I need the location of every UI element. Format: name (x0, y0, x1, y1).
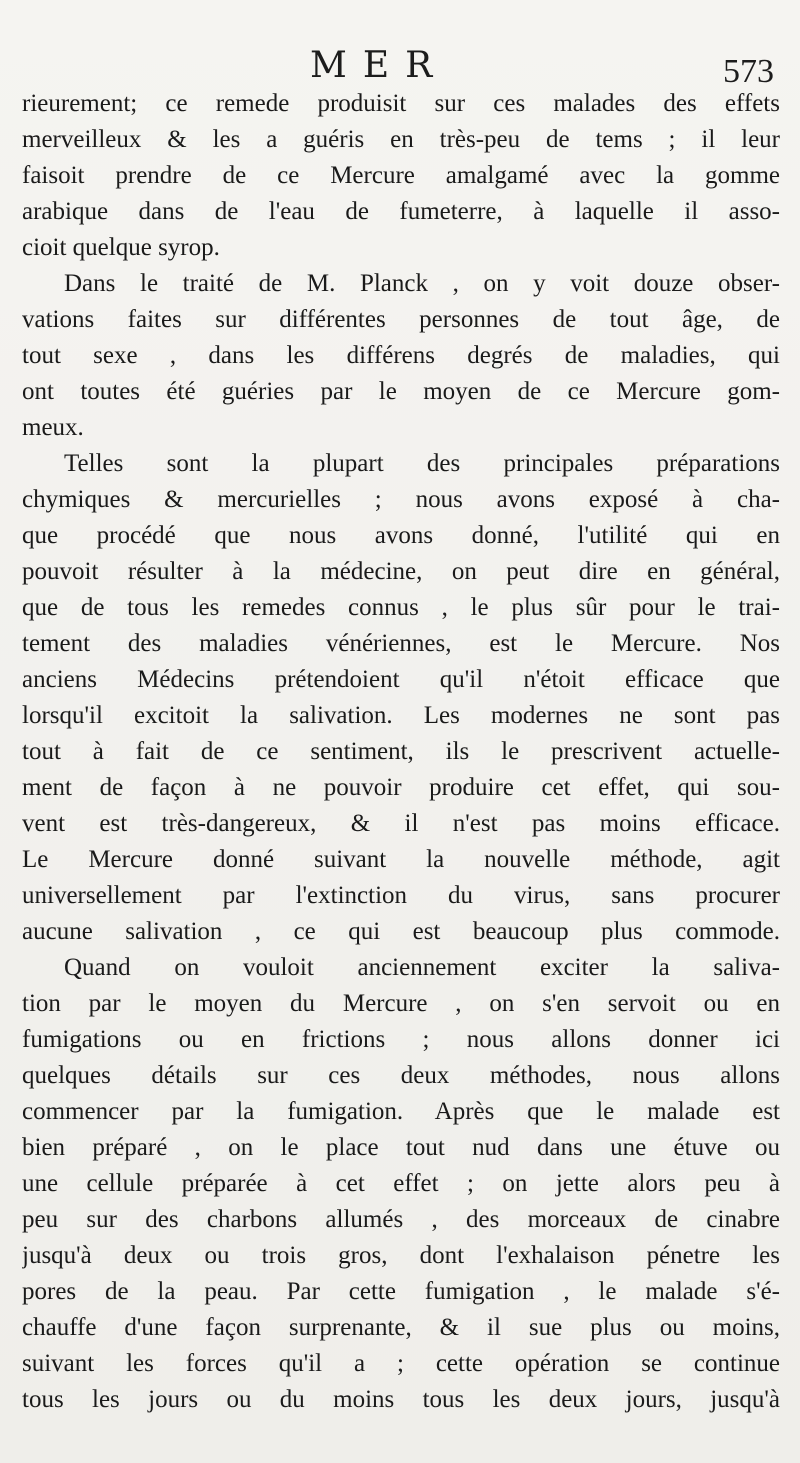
text-line: Le Mercure donné suivant la nouvelle méthode, agit (22, 846, 780, 873)
text-line: quelques détails sur ces deux méthodes, nous allons (22, 1062, 780, 1089)
text-line: meux. (22, 414, 84, 441)
paragraph-1 (22, 86, 780, 266)
text-line: chauffe d'une façon surprenante, & il sue plus ou moins, (22, 1314, 780, 1341)
text-line: vent est très-dangereux, & il n'est pas moins efficace. (22, 810, 780, 837)
text-line: tion par le moyen du Mercure , on s'en servoit ou en (22, 990, 780, 1017)
text-line: lorsqu'il excitoit la salivation. Les modernes ne sont pas (22, 702, 780, 729)
text-line: merveilleux & les a guéris en très-peu de tems ; il leur (22, 126, 780, 153)
text-line: tous les jours ou du moins tous les deux jours, jusqu'à (22, 1386, 780, 1413)
text-line: commencer par la fumigation. Après que le malade est (22, 1098, 780, 1125)
text-line: aucune salivation , ce qui est beaucoup plus commode. (22, 918, 780, 945)
text-line: tement des maladies vénériennes, est le Mercure. Nos (22, 630, 780, 657)
text-line: que procédé que nous avons donné, l'utilité qui en (22, 522, 780, 549)
running-title: MER (310, 45, 449, 86)
text-line: suivant les forces qu'il a ; cette opération se continue (22, 1350, 780, 1377)
text-line: faisoit prendre de ce Mercure amalgamé avec la gomme (22, 162, 780, 189)
text-line: Dans le traité de M. Planck , on y voit douze obser- (64, 270, 780, 297)
text-line: rieurement; ce remede produisit sur ces malades des effets (22, 90, 780, 117)
paragraph-3 (22, 446, 780, 950)
text-line: bien préparé , on le place tout nud dans une étuve ou (22, 1134, 780, 1161)
text-line: pouvoit résulter à la médecine, on peut dire en général, (22, 558, 780, 585)
text-line: universellement par l'extinction du virus, sans procurer (22, 882, 780, 909)
text-line: tout à fait de ce sentiment, ils le prescrivent actuelle- (22, 738, 780, 765)
text-line: arabique dans de l'eau de fumeterre, à laquelle il asso- (22, 198, 780, 225)
text-line: peu sur des charbons allumés , des morceaux de cinabre (22, 1206, 780, 1233)
text-line: anciens Médecins prétendoient qu'il n'étoit efficace que (22, 666, 780, 693)
paragraph-4 (22, 950, 780, 1418)
text-line: jusqu'à deux ou trois gros, dont l'exhalaison pénetre les (22, 1242, 780, 1269)
text-line: une cellule préparée à cet effet ; on jette alors peu à (22, 1170, 780, 1197)
text-line: Telles sont la plupart des principales préparations (64, 450, 780, 477)
text-line: cioit quelque syrop. (22, 234, 220, 261)
text-line: Quand on vouloit anciennement exciter la saliva- (64, 954, 780, 981)
text-line: vations faites sur différentes personnes de tout âge, de (22, 306, 780, 333)
text-line: ment de façon à ne pouvoir produire cet effet, qui sou- (22, 774, 780, 801)
text-line: fumigations ou en frictions ; nous allons donner ici (22, 1026, 780, 1053)
body-text (22, 86, 780, 1418)
text-line: tout sexe , dans les différens degrés de maladies, qui (22, 342, 780, 369)
page-number: 573 (723, 53, 774, 90)
paragraph-2 (22, 266, 780, 446)
text-line: chymiques & mercurielles ; nous avons exposé à cha- (22, 486, 780, 513)
text-line: ont toutes été guéries par le moyen de ce Mercure gom- (22, 378, 780, 405)
text-line: que de tous les remedes connus , le plus sûr pour le trai- (22, 594, 780, 621)
text-line: pores de la peau. Par cette fumigation , le malade s'é- (22, 1278, 780, 1305)
